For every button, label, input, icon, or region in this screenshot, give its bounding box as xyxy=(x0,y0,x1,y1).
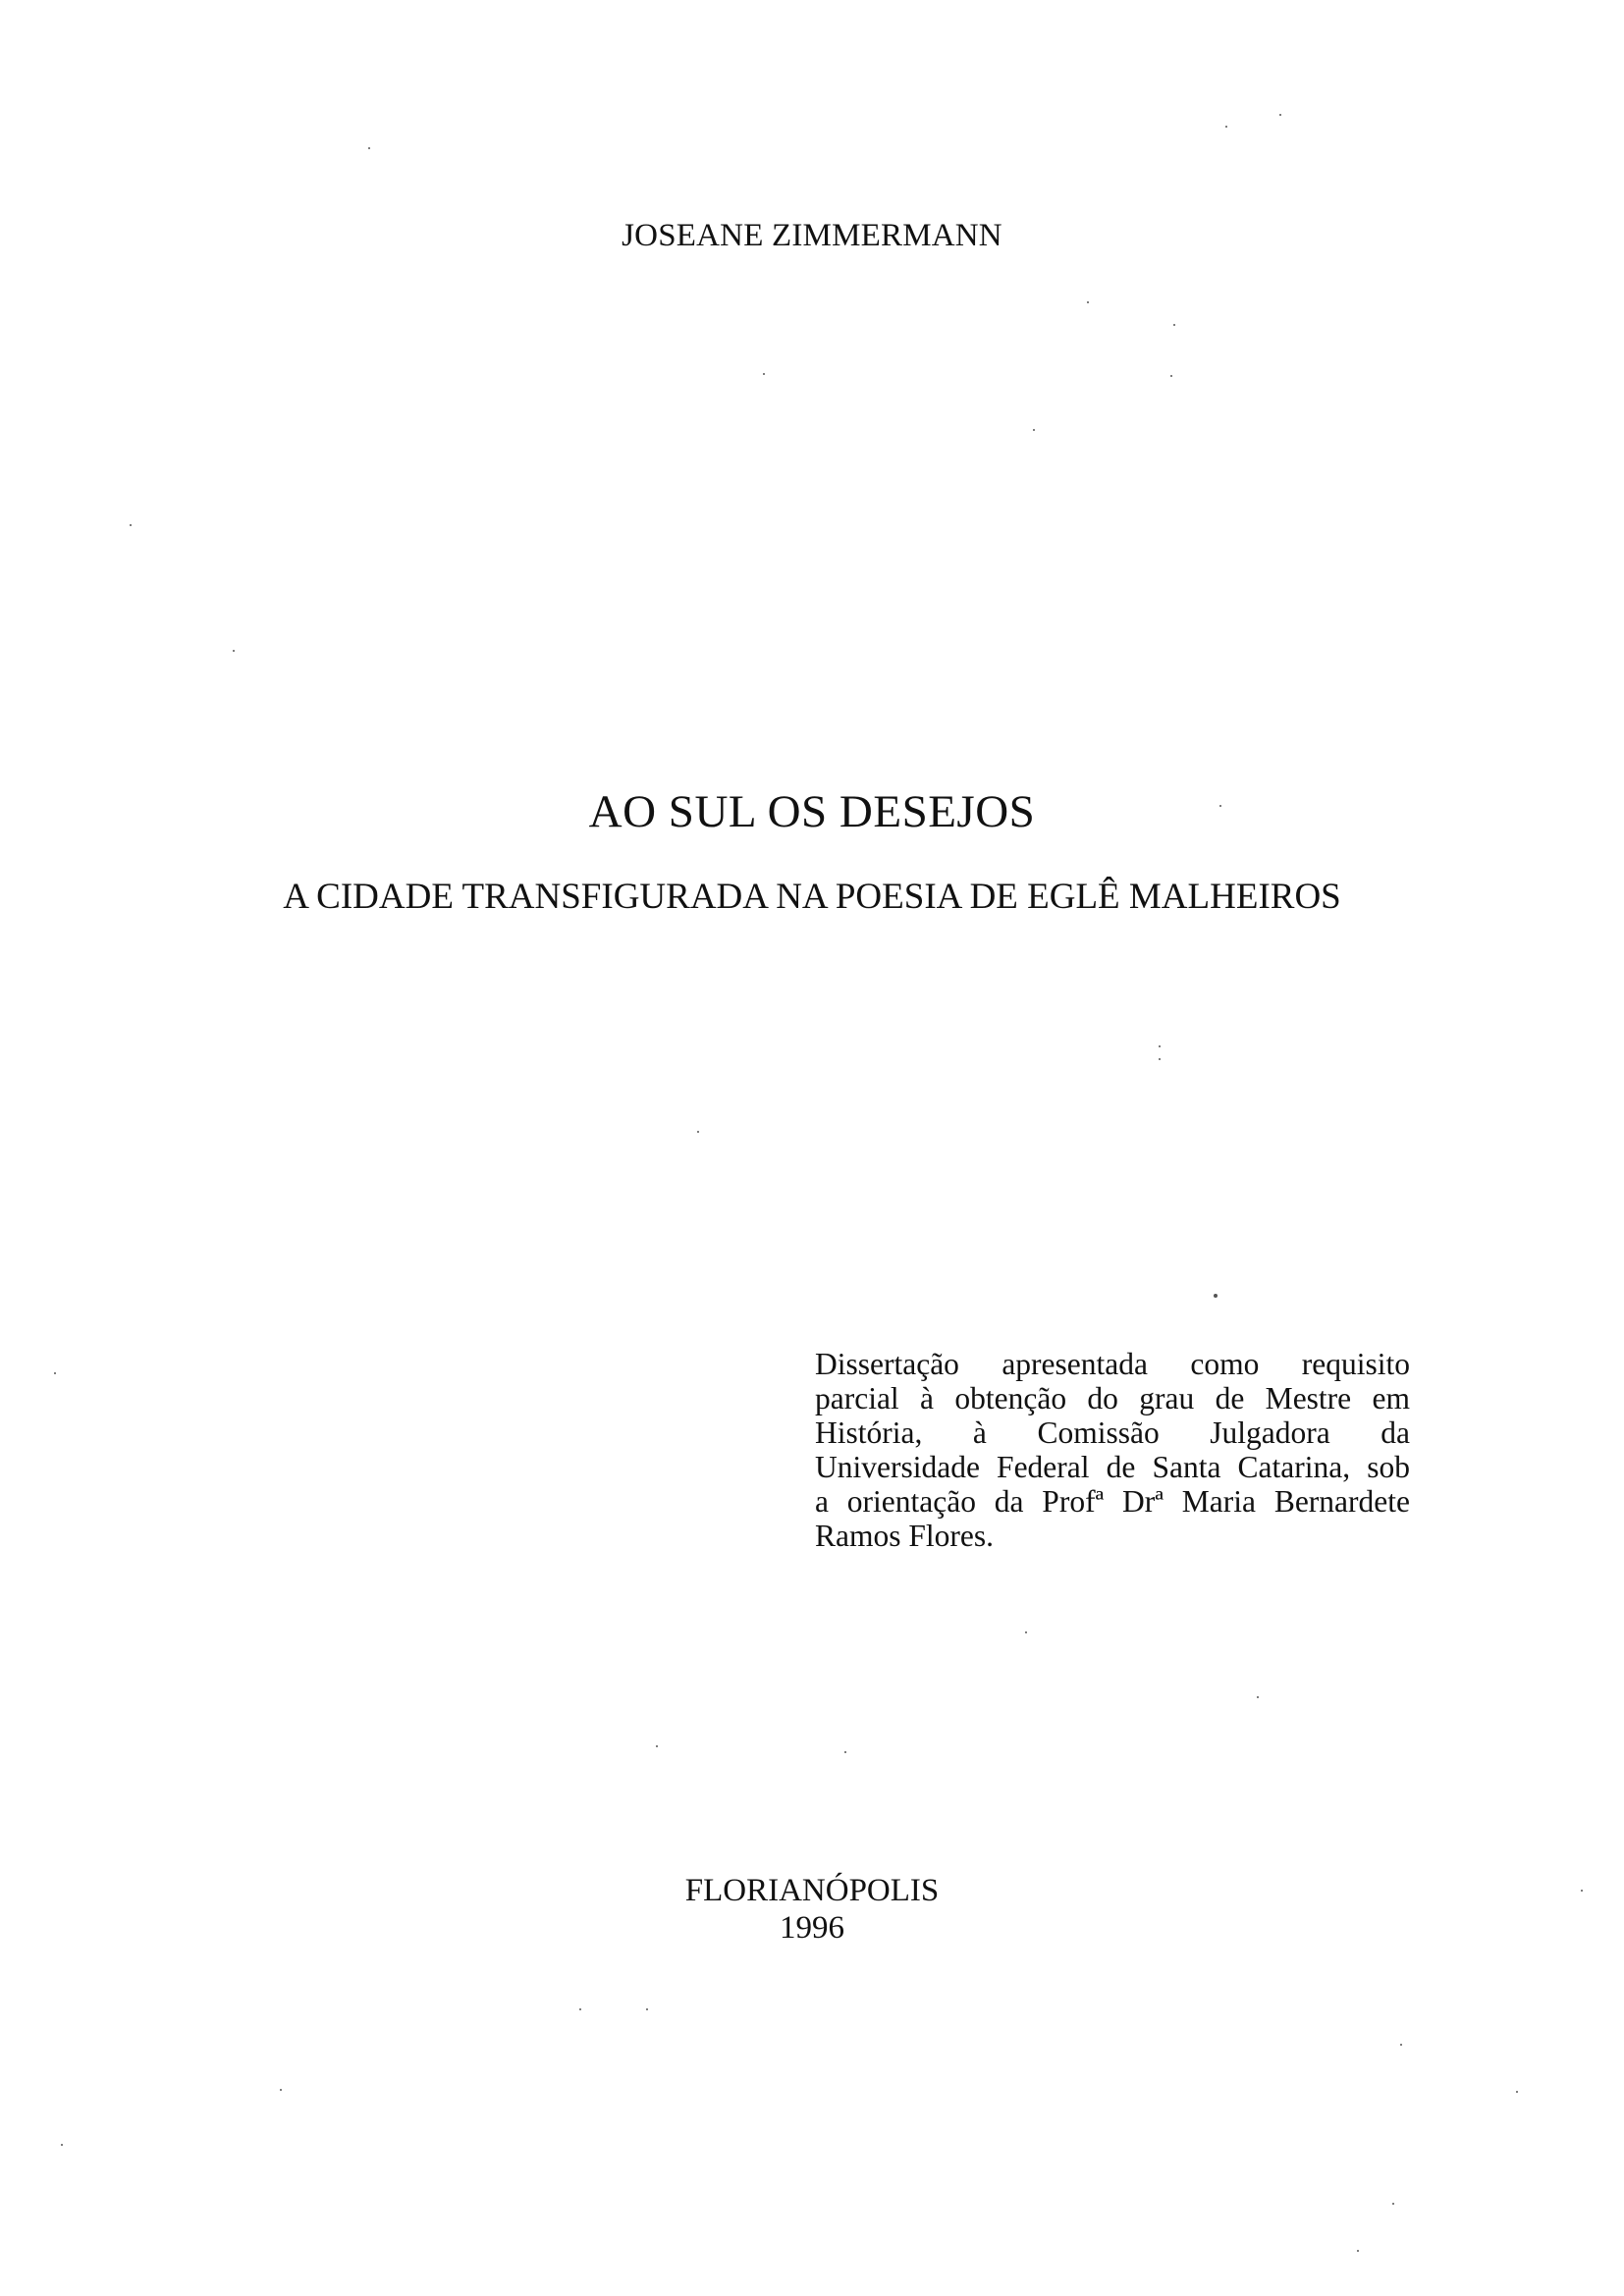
author-name: JOSEANE ZIMMERMANN xyxy=(622,218,1002,253)
dissertation-title: AO SUL OS DESEJOS xyxy=(588,786,1036,837)
publication-year: 1996 xyxy=(780,1910,844,1946)
statement-line: a orientação da Profª Drª Maria Bernardete xyxy=(815,1484,1410,1519)
statement-line: Ramos Flores. xyxy=(815,1519,995,1553)
statement-line: parcial à obtenção do grau de Mestre em xyxy=(815,1381,1410,1415)
statement-line: História, à Comissão Julgadora da xyxy=(815,1415,1410,1450)
statement-line: Universidade Federal de Santa Catarina, sob xyxy=(815,1450,1410,1484)
statement-line: Dissertação apresentada como requisito xyxy=(815,1347,1410,1381)
dissertation-statement xyxy=(815,1347,1410,1553)
dissertation-subtitle: A CIDADE TRANSFIGURADA NA POESIA DE EGLÊ MALHEIROS xyxy=(283,877,1341,917)
place-of-publication: FLORIANÓPOLIS xyxy=(684,1873,940,1908)
